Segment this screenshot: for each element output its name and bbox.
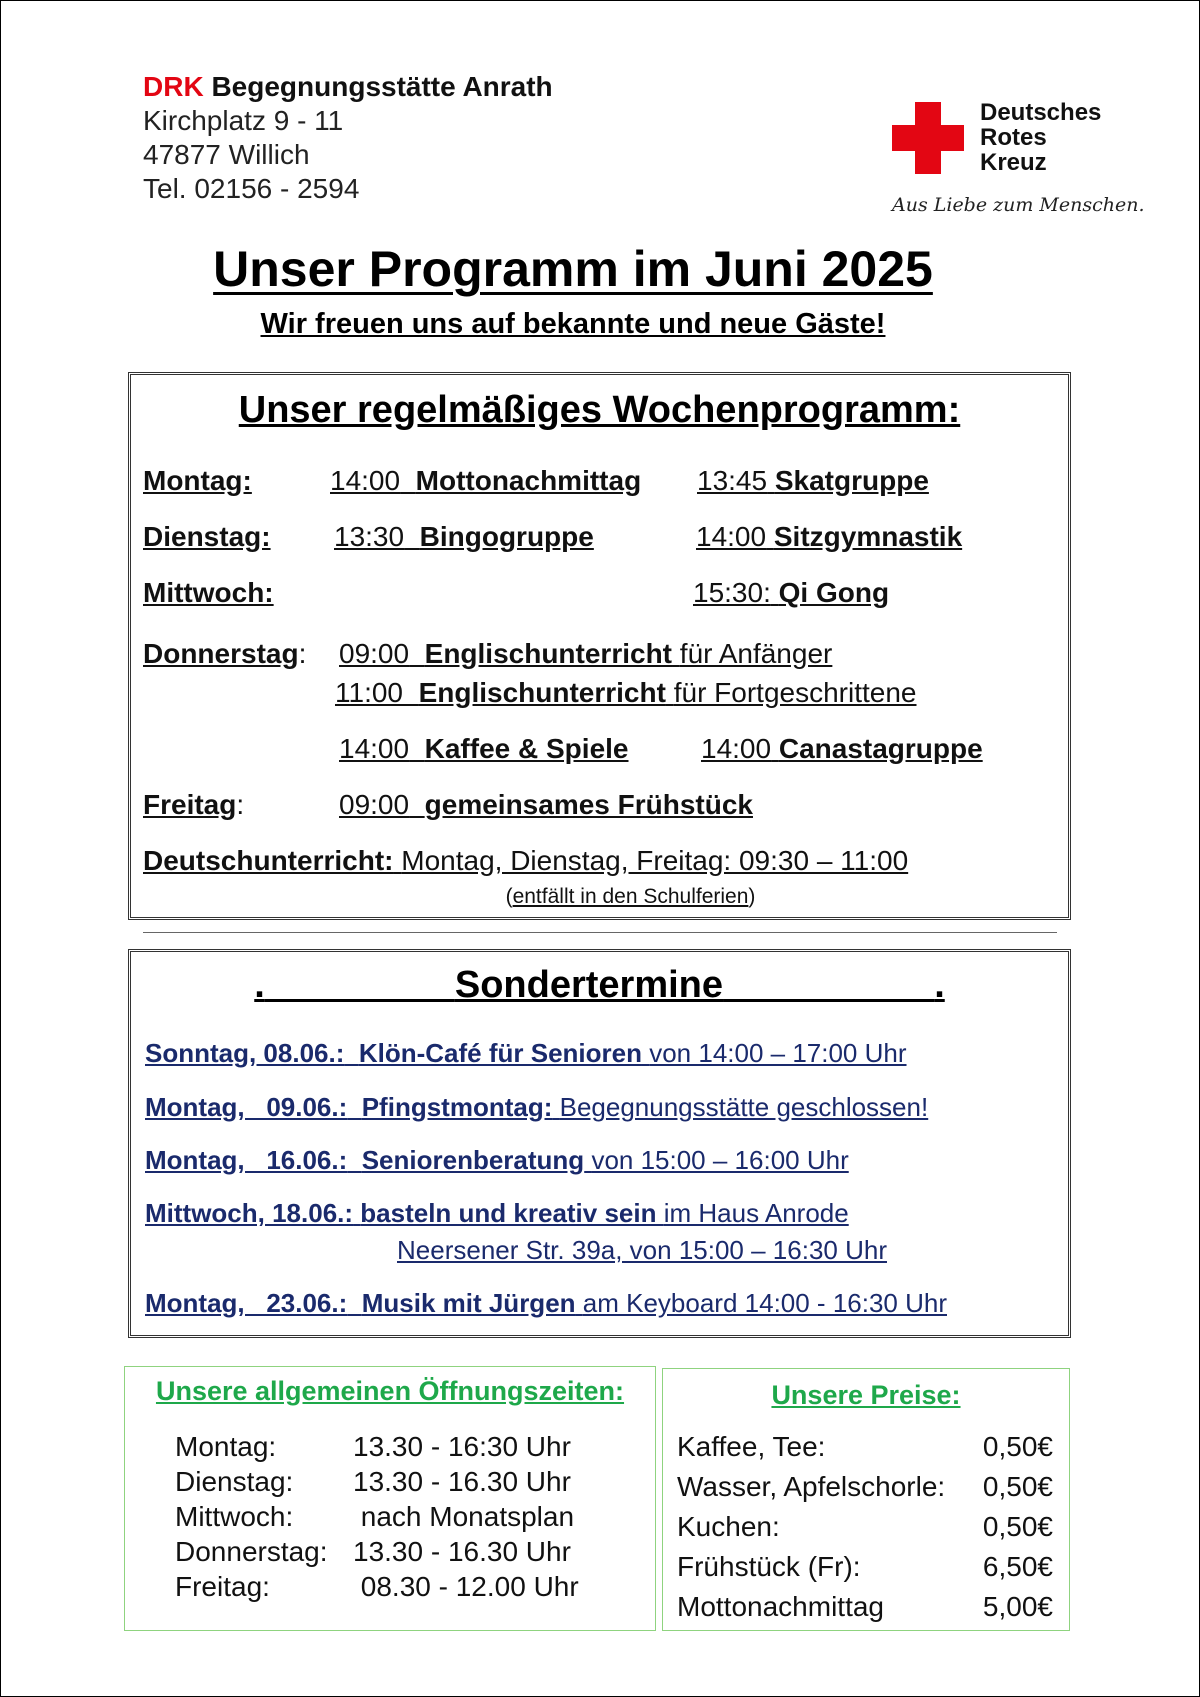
opening-hours-heading: Unsere allgemeinen Öffnungszeiten:: [155, 1376, 625, 1406]
special-item: Sonntag, 08.06.: Klön-Café für Senioren von 14:00 – 17:00 Uhr: [145, 1038, 907, 1068]
page-subtitle: Wir freuen uns auf bekannte und neue Gäste!: [260, 308, 886, 340]
german-class-row: Deutschunterricht: Montag, Dienstag, Freitag: 09:30 – 11:00: [143, 845, 909, 876]
german-class-note: (entfällt in den Schulferien): [505, 885, 756, 908]
special-item-continuation: Neersener Str. 39a, von 15:00 – 16:30 Uhr: [397, 1235, 887, 1265]
prices-heading: Unsere Preise:: [771, 1380, 961, 1410]
street: Kirchplatz 9 - 11: [143, 105, 344, 136]
tuesday-activity-1: 13:30 Bingogruppe: [334, 521, 594, 552]
hours-row: Freitag: 08.30 - 12.00 Uhr: [175, 1571, 579, 1602]
friday-activity: 09:00 gemeinsames Frühstück: [339, 789, 753, 820]
separator-line: [143, 932, 1057, 933]
weekly-heading: Unser regelmäßiges Wochenprogramm:: [238, 389, 961, 431]
org-name: Begegnungsstätte Anrath: [211, 71, 553, 102]
monday-activity-2: 13:45 Skatgruppe: [697, 465, 929, 496]
price-row: Mottonachmittag 5,00€: [677, 1591, 1053, 1622]
friday-row: Freitag:: [143, 789, 245, 820]
price-row: Kaffee, Tee: 0,50€: [677, 1431, 1053, 1462]
price-row: Wasser, Apfelschorle: 0,50€: [677, 1471, 1053, 1502]
thursday-activity-3: 14:00 Kaffee & Spiele: [339, 733, 629, 764]
page-title: Unser Programm im Juni 2025: [213, 241, 933, 297]
thursday-row: Donnerstag:: [143, 638, 307, 669]
special-item: Mittwoch, 18.06.: basteln und kreativ sein im Haus Anrode: [145, 1198, 849, 1228]
special-item: Montag, 09.06.: Pfingstmontag: Begegnungsstätte geschlossen!: [145, 1092, 929, 1122]
price-row: Kuchen: 0,50€: [677, 1511, 1053, 1542]
monday-activity-1: 14:00 Mottonachmittag: [330, 465, 642, 496]
tuesday-row: Dienstag:: [143, 521, 271, 552]
wednesday-row: Mittwoch:: [143, 577, 274, 608]
hours-row: Donnerstag: 13.30 - 16.30 Uhr: [175, 1536, 571, 1567]
prices-box: [662, 1368, 1070, 1631]
phone: Tel. 02156 - 2594: [143, 173, 360, 204]
address-block: [143, 70, 553, 206]
monday-row: Montag:: [143, 465, 252, 496]
wednesday-activity: 15:30: Qi Gong: [693, 577, 890, 608]
special-dates-box: [128, 949, 1071, 1338]
hours-row: Mittwoch: nach Monatsplan: [175, 1501, 575, 1532]
special-item: Montag, 16.06.: Seniorenberatung von 15:00 – 16:00 Uhr: [145, 1145, 849, 1175]
logo-wordmark: Deutsches Rotes Kreuz: [980, 99, 1102, 176]
drk-logo: [892, 99, 1145, 225]
special-heading: . Sondertermine .: [254, 964, 945, 1006]
logo-slogan: Aus Liebe zum Menschen.: [892, 194, 1145, 216]
special-item: Montag, 23.06.: Musik mit Jürgen am Keyboard 14:00 - 16:30 Uhr: [145, 1288, 947, 1318]
weekly-program-box: [128, 372, 1071, 920]
opening-hours-box: [124, 1366, 656, 1631]
red-cross-icon: [892, 102, 964, 174]
price-row: Frühstück (Fr): 6,50€: [677, 1551, 1053, 1582]
hours-row: Montag: 13.30 - 16:30 Uhr: [175, 1431, 571, 1462]
tuesday-activity-2: 14:00 Sitzgymnastik: [696, 521, 963, 552]
city: 47877 Willich: [143, 139, 310, 170]
thursday-activity-4: 14:00 Canastagruppe: [701, 733, 983, 764]
org-line: [143, 70, 553, 104]
thursday-activity-2: 11:00 Englischunterricht für Fortgeschrittene: [335, 677, 917, 708]
thursday-activity-1: 09:00 Englischunterricht für Anfänger: [339, 638, 833, 669]
drk-prefix: DRK: [143, 71, 204, 102]
hours-row: Dienstag: 13.30 - 16.30 Uhr: [175, 1466, 571, 1497]
